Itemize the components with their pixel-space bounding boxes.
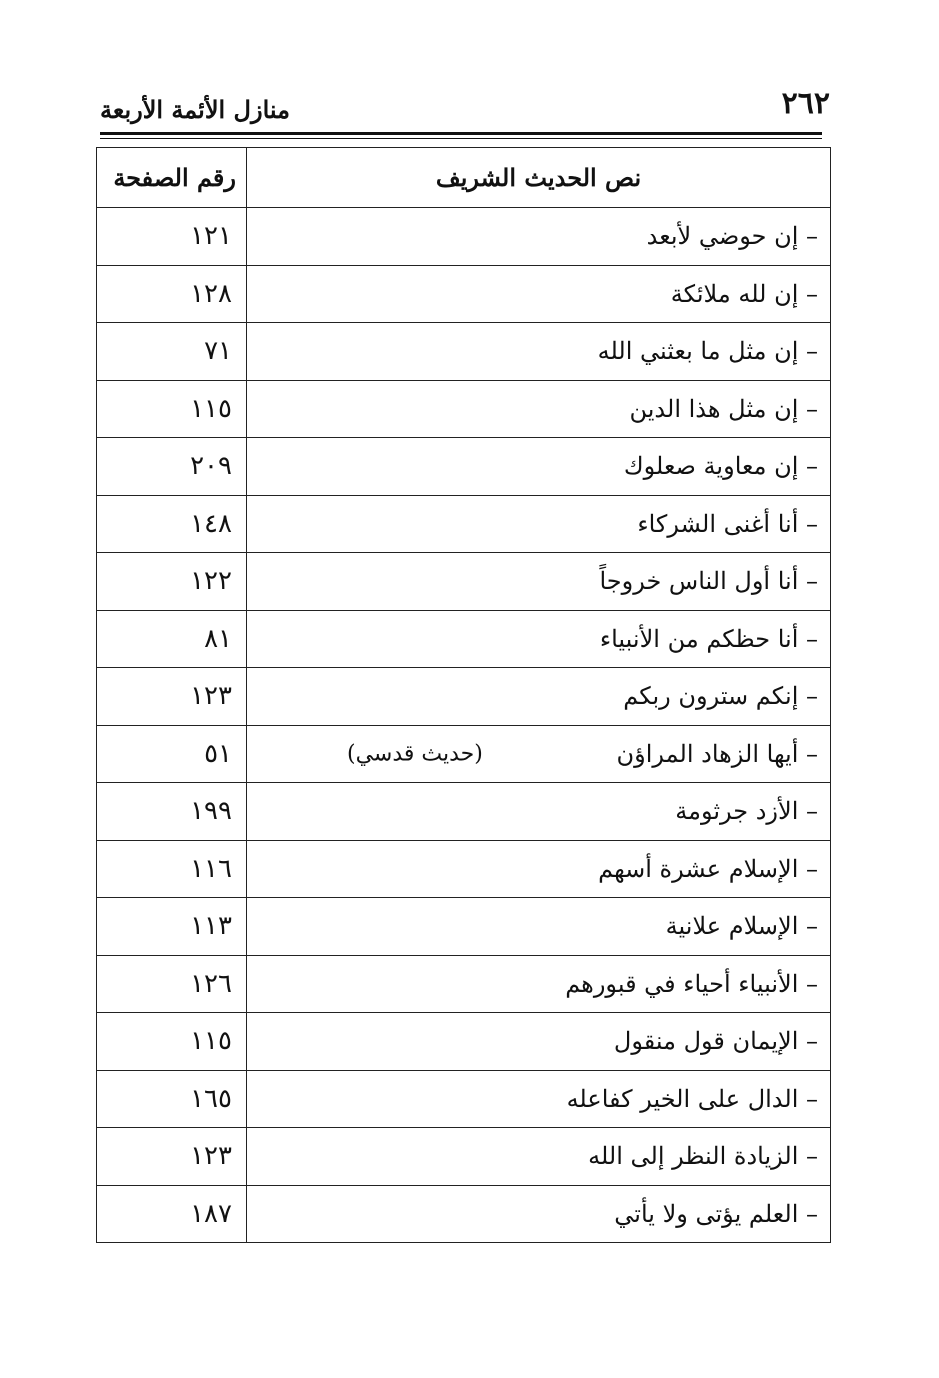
table-row [97, 725, 831, 783]
table-row [97, 668, 831, 726]
header-rule-thick [100, 132, 822, 135]
hadith-text-cell [247, 495, 831, 553]
hadith-text: – إن لله ملائكة [670, 279, 818, 308]
table-body [97, 208, 831, 1243]
hadith-text: – الأنبياء أحياء في قبورهم [565, 969, 818, 998]
hadith-text: – أيها الزهاد المراؤن [616, 739, 818, 768]
hadith-text-cell [247, 265, 831, 323]
hadith-index-table [96, 147, 831, 1243]
hadith-text: – إن معاوية صعلوك [623, 452, 818, 481]
table-row [97, 438, 831, 496]
table-row [97, 783, 831, 841]
table-row [97, 610, 831, 668]
hadith-text-cell [247, 323, 831, 381]
hadith-text-cell [247, 725, 831, 783]
table-row [97, 1128, 831, 1186]
book-title: منازل الأئمة الأربعة [100, 95, 290, 124]
hadith-text-cell [247, 208, 831, 266]
hadith-text: – إن مثل ما بعثني الله [597, 337, 818, 366]
hadith-text-cell [247, 1185, 831, 1243]
hadith-text: – العلم يؤتى ولا يأتي [614, 1199, 818, 1228]
table-row [97, 495, 831, 553]
table-row [97, 1185, 831, 1243]
page-number-cell: ٧١ [97, 323, 247, 381]
page-number: ٢٦٢ [781, 86, 830, 121]
page-number-cell: ١٢٣ [97, 1128, 247, 1186]
page-number-cell: ١٤٨ [97, 495, 247, 553]
hadith-text-cell [247, 380, 831, 438]
page-number-cell: ١٩٩ [97, 783, 247, 841]
hadith-text: – الإيمان قول منقول [613, 1027, 818, 1056]
table-row [97, 955, 831, 1013]
table-row [97, 380, 831, 438]
table-row [97, 898, 831, 956]
page-number-cell: ١١٣ [97, 898, 247, 956]
hadith-text-cell [247, 1013, 831, 1071]
hadith-text: – الإسلام علانية [665, 912, 818, 941]
page-number-cell: ١٨٧ [97, 1185, 247, 1243]
table-row [97, 1013, 831, 1071]
hadith-text-cell [247, 553, 831, 611]
hadith-text-cell [247, 783, 831, 841]
page-number-cell: ٢٠٩ [97, 438, 247, 496]
page-number-cell: ١٢٣ [97, 668, 247, 726]
page-number-cell: ٨١ [97, 610, 247, 668]
table-header-row [97, 148, 831, 208]
table-row [97, 1070, 831, 1128]
header-rule-thin [100, 138, 822, 139]
table-row [97, 553, 831, 611]
hadith-text-cell [247, 1070, 831, 1128]
hadith-text: – أنا أول الناس خروجاً [599, 567, 818, 596]
hadith-text-cell [247, 840, 831, 898]
hadith-text-cell [247, 610, 831, 668]
hadith-text-cell [247, 1128, 831, 1186]
hadith-text-cell [247, 668, 831, 726]
page-number-cell: ١٢٦ [97, 955, 247, 1013]
table-row [97, 323, 831, 381]
hadith-text: – إن حوضي لأبعد [646, 222, 818, 251]
hadith-text-cell [247, 438, 831, 496]
column-header-hadith-text: نص الحديث الشريف [247, 148, 831, 208]
hadith-text: – أنا حظكم من الأنبياء [599, 624, 818, 653]
page-number-cell: ١٦٥ [97, 1070, 247, 1128]
hadith-text-cell [247, 898, 831, 956]
page-number-cell: ١١٥ [97, 380, 247, 438]
hadith-text-cell [247, 955, 831, 1013]
hadith-text: – أنا أغنى الشركاء [637, 509, 818, 538]
hadith-text: – إن مثل هذا الدين [629, 394, 818, 423]
hadith-text: – الأزد جرثومة [675, 797, 818, 826]
table-row [97, 208, 831, 266]
hadith-text: – الزيادة النظر إلى الله [588, 1142, 818, 1171]
column-header-page-number: رقم الصفحة [97, 148, 247, 208]
page-number-cell: ٥١ [97, 725, 247, 783]
hadith-text: – الإسلام عشرة أسهم [598, 854, 818, 883]
page-number-cell: ١٢٢ [97, 553, 247, 611]
hadith-text: – إنكم سترون ربكم [623, 682, 818, 711]
hadith-text: – الدال على الخير كفاعله [566, 1084, 818, 1113]
page-number-cell: ١١٦ [97, 840, 247, 898]
table-row [97, 265, 831, 323]
table-row [97, 840, 831, 898]
page-number-cell: ١٢١ [97, 208, 247, 266]
page-number-cell: ١١٥ [97, 1013, 247, 1071]
page-number-cell: ١٢٨ [97, 265, 247, 323]
hadith-note: (حديث قدسي) [347, 741, 483, 767]
